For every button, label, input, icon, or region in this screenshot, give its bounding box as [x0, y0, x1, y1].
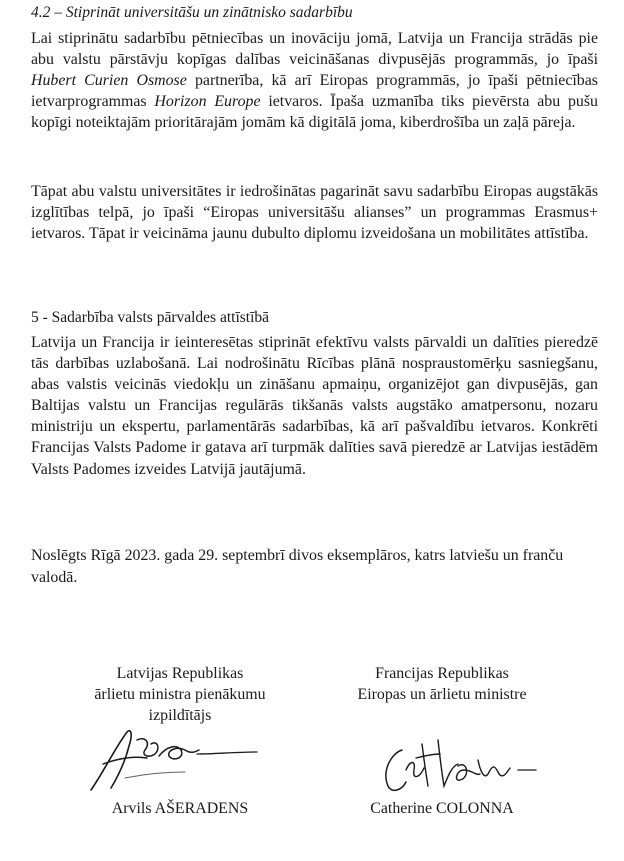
signatory-line: izpildītājs [148, 707, 212, 724]
paragraph-university-cooperation: Tāpat abu valstu universitātes ir iedrošinātas pagarināt savu sadarbību Eiropas augstākās izglītības telpā, jo īpaši “Eiropas universitāšu alianses” un programmas Erasmus+ ietvaros. Tāpat ir veicināma jaunu dubulto diplomu izveidošana un mobilitātes attīstība. [31, 183, 598, 243]
signatory-line: Eiropas un ārlietu ministre [357, 686, 527, 703]
signatory-line: Francijas Republikas [375, 665, 509, 682]
signature-right [372, 730, 542, 800]
signatory-line: Latvijas Republikas [116, 665, 244, 682]
paragraph-text: Lai stiprinātu sadarbību pētniecības un inovāciju jomā, Latvija un Francija strādās pie abu valstu pārstāvju kopīgas dalības veicināšanas divpusējās programmās, jo īpaši [31, 30, 598, 69]
section-heading-5: 5 - Sadarbība valsts pārvaldes attīstībā [31, 309, 270, 326]
paragraph-public-administration: Latvija un Francija ir ieinteresētas stiprināt efektīvu valsts pārvaldi un dalīties pieredzē tās darbības uzlabošanā. Lai nodrošinātu Rīcības plānā nospraustomērķu sasniegšanu, abas valstis veicinās viedokļu un zināšanu apmaiņu, organizējot gan divpusējās, gan Baltijas valstu un Francijas regulārās tikšanās valsts augstāko amatpersonu, nozaru ministriju un ekspertu, parlamentārās sadarbības, kā arī pašvaldību ietvaros. Konkrēti Francijas Valsts Padome ir gatava arī turpmāk dalīties savā pieredzē ar Latvijas iestādēm Valsts Padomes izveides Latvijā jautājumā. [31, 334, 598, 478]
paragraph-text: ietvaros. Īpaša uzmanība tiks pievērsta abu pušu kopīgi noteiktajām prioritārajām jomām kā digitālā joma, kiberdrošība un zaļā pāreja. [31, 93, 598, 132]
closing-statement: Noslēgts Rīgā 2023. gada 29. septembrī divos eksemplāros, katrs latviešu un franču valodā. [31, 547, 564, 586]
signatory-right-name: Catherine COLONNA [370, 800, 514, 817]
paragraph-text: partnerība, kā arī Eiropas programmās, jo īpaši pētniecības ietvarprogrammas [31, 72, 598, 111]
program-name: Horizon Europe [154, 93, 261, 111]
signatory-line: ārlietu ministra pienākumu [94, 686, 266, 703]
section-heading-4-2: 4.2 – Stiprināt universitāšu un zinātnisko sadarbību [31, 4, 353, 21]
signatory-left-name: Arvils AŠERADENS [111, 800, 249, 817]
signature-left [85, 718, 265, 803]
program-name: Hubert Curien Osmose [31, 72, 187, 90]
signatory-right-title [322, 663, 562, 705]
paragraph-research-cooperation [31, 28, 598, 133]
signatory-left-title [60, 663, 300, 726]
